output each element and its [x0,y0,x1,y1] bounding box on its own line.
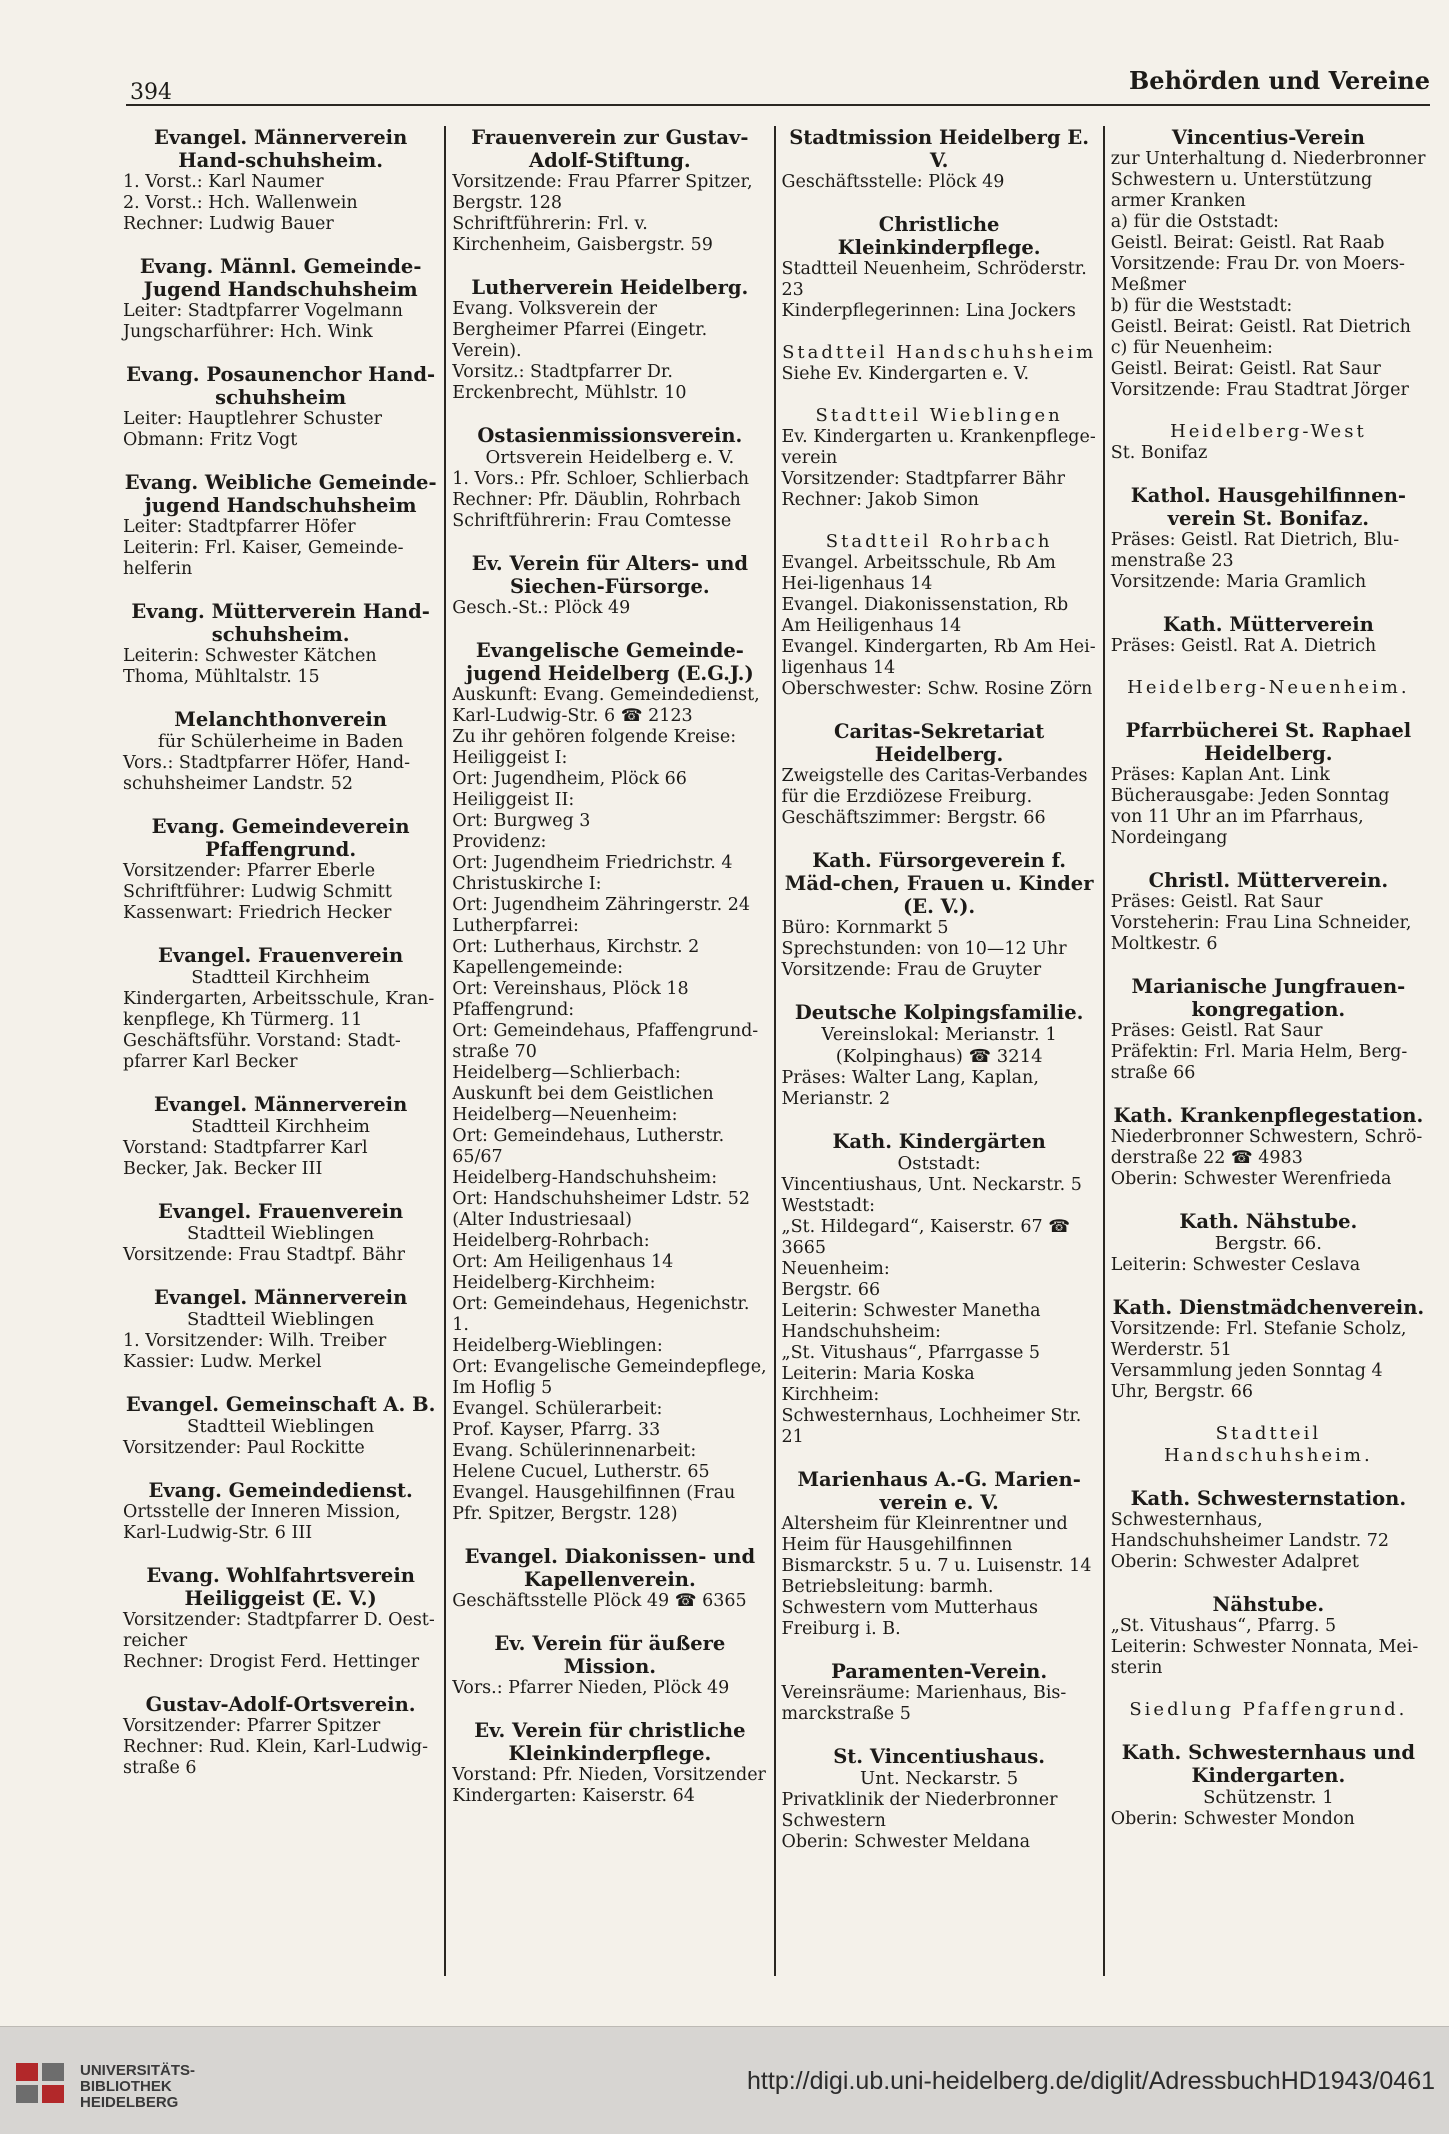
entry-line: Kindergarten, Arbeitsschule, Kran-kenpflege, Kh Türmerg. 11 [123,989,435,1030]
entry-line: Vorsitzender: Pfarrer Spitzer [123,1716,381,1736]
entry-title: Marianische Jungfrauen-kongregation. [1131,975,1406,1021]
entry-subtitle: Stadtteil Rohrbach [825,531,1053,552]
entry-line: Rechner: Drogist Ferd. Hettinger [123,1652,420,1672]
entry-title: Evang. Männl. Gemeinde-Jugend Handschuhsheim [139,255,422,301]
entry-title: Evangel. Männerverein Hand-schuhsheim. [153,126,408,172]
entry-line: Vincentiushaus, Unt. Neckarstr. 5 [781,1175,1082,1195]
entry-line: Obmann: Fritz Vogt [123,430,298,450]
directory-entry [1111,719,1426,849]
entry-line: Heidelberg—Neuenheim: [452,1105,678,1125]
entry-line: Vereinsräume: Marienhaus, Bis-marckstraße 5 [781,1683,1067,1724]
entry-line: Vors.: Pfarrer Nieden, Plöck 49 [452,1678,730,1698]
running-head: Behörden und Vereine [1129,66,1430,95]
library-name-line: UNIVERSITÄTS- [80,2062,196,2079]
directory-entry [123,1093,438,1180]
entry-line: zur Unterhaltung d. Niederbronner Schwestern u. Unterstützung armer Kranken [1110,149,1426,211]
entry-subtitle: Bergstr. 66. [1214,1233,1322,1254]
directory-entry [123,600,438,688]
entry-line: Lutherpfarrei: [452,916,579,936]
entry-line: St. Bonifaz [1110,443,1208,463]
entry-line: Vorsteherin: Frau Lina Schneider, Moltkestr. 6 [1110,913,1412,954]
entry-line: Evangel. Schülerarbeit: [452,1399,663,1419]
directory-entry [1111,126,1426,401]
directory-entry [782,1745,1097,1853]
entry-line: Präses: Geistl. Rat Saur [1110,1021,1323,1041]
entry-line: Vorsitzender: Paul Rockitte [123,1438,365,1458]
entry-line: Bergstr. 66 [781,1280,881,1300]
directory-entry [1111,869,1426,955]
entry-title: Kath. Fürsorgeverein f. Mäd-chen, Frauen u. Kinder (E. V.). [784,849,1094,918]
entry-line: Leiter: Stadtpfarrer Vogelmann [123,301,403,321]
entry-title: Evang. Mütterverein Hand-schuhsheim. [131,600,430,646]
entry-line: Geistl. Beirat: Geistl. Rat Saur [1110,359,1381,379]
entry-title: Kath. Nähstube. [1179,1210,1358,1233]
entry-subtitle: Stadtteil Wieblingen [815,405,1063,426]
entry-line: Pfaffengrund: [452,1000,575,1020]
entry-line: Evangel. Diakonissenstation, Rb Am Heiligenhaus 14 [781,595,1069,636]
directory-entry [452,1632,767,1699]
entry-line: Geschäftszimmer: Bergstr. 66 [781,808,1046,828]
directory-entry [123,126,438,235]
entry-subtitle: für Schülerheime in Baden [157,731,404,752]
directory-entry [1111,1423,1426,1467]
column-2 [444,126,773,1976]
entry-line: Ort: Lutherhaus, Kirchstr. 2 [452,937,700,957]
entry-line: Büro: Kornmarkt 5 [781,918,949,938]
directory-entry [1111,677,1426,699]
university-seal-icon [14,2059,66,2107]
directory-entry [782,213,1097,322]
entry-line: Prof. Kayser, Pfarrg. 33 [452,1420,661,1440]
entry-line: Bücherausgabe: Jeden Sonntag von 11 Uhr an im Pfarrhaus, Nordeingang [1110,786,1390,848]
directory-entry [1111,1210,1426,1276]
entry-line: Ort: Gemeindehaus, Pfaffengrund-straße 70 [452,1021,759,1062]
entry-title: Kath. Schwesternstation. [1130,1487,1407,1510]
entry-line: Handschuhsheim: [781,1322,941,1342]
entry-title: Kath. Dienstmädchenverein. [1112,1296,1425,1319]
entry-line: Präses: Geistl. Rat Saur [1110,892,1323,912]
entry-line: Providenz: [452,832,547,852]
entry-line: Vorsitzende: Frau Dr. von Moers-Meßmer [1110,254,1405,295]
entry-line: Siehe Ev. Kindergarten e. V. [781,364,1030,384]
entry-line: Kassier: Ludw. Merkel [123,1352,322,1372]
entry-line: Betriebsleitung: barmh. Schwestern vom Mutterhaus Freiburg i. B. [781,1577,1038,1639]
entry-line: Leiter: Stadtpfarrer Höfer [123,517,356,537]
entry-title: Paramenten-Verein. [831,1660,1048,1683]
entry-line: Ort: Jugendheim, Plöck 66 [452,769,687,789]
library-name-line: BIBLIOTHEK [80,2078,172,2095]
entry-line: Vorsitzende: Frau de Gruyter [781,960,1042,980]
entry-line: Schriftführerin: Frau Comtesse [452,511,732,531]
entry-line: Neuenheim: [781,1259,890,1279]
entry-line: 1. Vorsitzender: Wilh. Treiber [123,1331,387,1351]
entry-subtitle: Heidelberg-Neuenheim. [1127,677,1410,698]
entry-line: Bismarckstr. 5 u. 7 u. Luisenstr. 14 [781,1556,1092,1576]
entry-line: 2. Vorst.: Hch. Wallenwein [123,193,358,213]
directory-entry [782,126,1097,193]
entry-line: Vorsitzende: Frl. Stefanie Scholz, Werderstr. 51 [1110,1319,1407,1360]
directory-entry [452,1719,767,1807]
entry-line: Altersheim für Kleinrentner und Heim für Hausgehilfinnen [781,1514,1068,1555]
entry-line: Ort: Jugendheim Friedrichstr. 4 [452,853,733,873]
entry-title: Nähstube. [1212,1593,1325,1616]
directory-entry [782,1001,1097,1110]
entry-line: „St. Vitushaus“, Pfarrg. 5 [1110,1616,1337,1636]
entry-line: Heidelberg—Schlierbach: [452,1063,681,1083]
entry-line: Ort: Vereinshaus, Plöck 18 [452,979,689,999]
entry-line: Auskunft: Evang. Gemeindedienst, Karl-Ludwig-Str. 6 ☎ 2123 [452,685,760,726]
entry-line: Oberin: Schwester Meldana [781,1832,1031,1852]
entry-line: Vorsitzender: Pfarrer Eberle [123,861,376,881]
entry-title: Ev. Verein für Alters- und Siechen-Fürsorge. [471,552,749,598]
source-url-link[interactable]: http://digi.ub.uni-heidelberg.de/diglit/AdressbuchHD1943/0461 [747,2067,1435,2095]
entry-line: Rechner: Ludwig Bauer [123,214,334,234]
entry-title: Evang. Gemeindeverein Pfaffengrund. [151,815,410,861]
entry-line: Evangel. Arbeitsschule, Rb Am Hei-ligenhaus 14 [781,553,1056,594]
entry-subtitle: Vereinslokal: Merianstr. 1 (Kolpinghaus) ☎ 3214 [821,1024,1057,1067]
entry-line: „St. Vitushaus“, Pfarrgasse 5 [781,1343,1041,1363]
entry-line: Schriftführer: Ludwig Schmitt [123,882,392,902]
column-4 [1103,126,1432,1976]
directory-entry [452,276,767,404]
directory-entry [452,552,767,619]
entry-line: Helene Cucuel, Lutherstr. 65 [452,1462,710,1482]
entry-title: Frauenverein zur Gustav-Adolf-Stiftung. [471,126,749,172]
library-name [80,2063,220,2111]
entry-title: Kath. Krankenpflegestation. [1113,1104,1424,1127]
entry-title: Evang. Wohlfahrtsverein Heiliggeist (E. V.) [146,1564,415,1610]
entry-line: Vorstand: Stadtpfarrer Karl Becker, Jak. Becker III [123,1138,368,1179]
directory-entry [123,363,438,451]
entry-line: Kassenwart: Friedrich Hecker [123,903,392,923]
entry-title: Caritas-Sekretariat Heidelberg. [834,720,1045,766]
entry-title: Melanchthonverein [174,708,387,731]
directory-entry [1111,613,1426,657]
directory-entry [782,1660,1097,1725]
entry-line: b) für die Weststadt: [1110,296,1293,316]
directory-entry [1111,1593,1426,1679]
entry-line: Leiter: Hauptlehrer Schuster [123,409,382,429]
entry-title: Marienhaus A.-G. Marien-verein e. V. [797,1468,1081,1514]
entry-line: Kirchheim: [781,1385,880,1405]
entry-line: Ort: Gemeindehaus, Lutherstr. 65/67 [452,1126,725,1167]
entry-line: Präses: Geistl. Rat Dietrich, Blu-menstraße 23 [1110,530,1400,571]
entry-line: Rechner: Jakob Simon [781,490,979,510]
entry-subtitle: Siedlung Pfaffengrund. [1129,1699,1408,1720]
entry-title: Kath. Schwesternhaus und Kindergarten. [1121,1741,1415,1787]
entry-line: Geistl. Beirat: Geistl. Rat Raab [1110,233,1385,253]
entry-line: Präfektin: Frl. Maria Helm, Berg-straße 66 [1110,1042,1408,1083]
directory-entry [123,1693,438,1779]
entry-subtitle: Stadtteil Wieblingen [187,1309,375,1330]
entry-line: Leiterin: Schwester Kätchen Thoma, Mühltalstr. 15 [123,646,377,687]
entry-subtitle: Schützenstr. 1 [1203,1787,1334,1808]
entry-line: Ort: Burgweg 3 [452,811,591,831]
entry-title: Christl. Mütterverein. [1148,869,1389,892]
entry-line: Leiterin: Schwester Ceslava [1110,1255,1361,1275]
directory-entry [123,1479,438,1544]
entry-line: Ortsstelle der Inneren Mission, Karl-Ludwig-Str. 6 III [123,1502,401,1543]
entry-line: Rechner: Rud. Klein, Karl-Ludwig-straße 6 [123,1737,429,1778]
directory-entry [123,471,438,580]
directory-entry [782,1130,1097,1448]
entry-line: Evangel. Hausgehilfinnen (Frau Pfr. Spitzer, Bergstr. 128) [452,1483,736,1524]
directory-entry [782,1468,1097,1640]
entry-line: Jungscharführer: Hch. Wink [123,322,373,342]
directory-entry [123,1393,438,1459]
entry-subtitle: Stadtteil Wieblingen [187,1223,375,1244]
entry-line: Kinderpflegerinnen: Lina Jockers [781,301,1076,321]
directory-entry [782,405,1097,511]
entry-line: Stadtteil Neuenheim, Schröderstr. 23 [781,259,1087,300]
entry-line: Geschäftsführ. Vorstand: Stadt-pfarrer Karl Becker [123,1031,401,1072]
entry-line: Niederbronner Schwestern, Schrö-derstraße 22 ☎ 4983 [1110,1127,1423,1168]
entry-line: Versammlung jeden Sonntag 4 Uhr, Bergstr. 66 [1110,1361,1383,1402]
entry-line: Leiterin: Maria Koska [781,1364,975,1384]
entry-line: 1. Vors.: Pfr. Schloer, Schlierbach [452,469,750,489]
entry-line: Ort: Gemeindehaus, Hegenichstr. 1. [452,1294,750,1335]
directory-entry [452,639,767,1525]
directory-entry [452,1545,767,1612]
page-header [126,62,1430,106]
entry-line: Leiterin: Frl. Kaiser, Gemeinde-helferin [123,538,404,579]
entry-line: Privatklinik der Niederbronner Schwestern [781,1790,1058,1831]
directory-entry [782,531,1097,700]
entry-line: Ort: Evangelische Gemeindepflege, Im Hoflig 5 [452,1357,767,1398]
footer-bar [0,2026,1449,2134]
entry-line: Vorsitz.: Stadtpfarrer Dr. Erckenbrecht, Mühlstr. 10 [452,362,687,403]
directory-entry [782,720,1097,829]
entry-line: Vorsitzender: Stadtpfarrer Bähr [781,469,1066,489]
entry-line: Schwesternhaus, Lochheimer Str. 21 [781,1406,1082,1447]
directory-entry [782,849,1097,981]
entry-title: Lutherverein Heidelberg. [471,276,749,299]
entry-line: Oberin: Schwester Werenfrieda [1110,1169,1392,1189]
directory-entry [123,255,438,343]
entry-title: Ev. Verein für christliche Kleinkinderpflege. [474,1719,746,1765]
directory-entry [1111,1104,1426,1190]
entry-line: Heidelberg-Handschuhsheim: [452,1168,718,1188]
entry-line: 1. Vorst.: Karl Naumer [123,172,324,192]
entry-line: Heiliggeist II: [452,790,575,810]
entry-line: Zu ihr gehören folgende Kreise: [452,727,737,747]
entry-line: Geistl. Beirat: Geistl. Rat Dietrich [1110,317,1411,337]
entry-line: Geschäftsstelle: Plöck 49 [781,172,1005,192]
entry-line: Oberin: Schwester Mondon [1110,1809,1355,1829]
entry-title: Evangel. Diakonissen- und Kapellenverein. [464,1545,756,1591]
entry-title: Evangel. Frauenverein [158,1200,404,1223]
entry-line: Heiliggeist I: [452,748,568,768]
entry-line: Vorsitzende: Frau Stadtpf. Bähr [123,1245,405,1265]
entry-line: a) für die Oststadt: [1110,212,1279,232]
directory-entry [123,1286,438,1373]
entry-title: Kath. Mütterverein [1162,613,1374,636]
entry-title: Evang. Weibliche Gemeinde-jugend Handschuhsheim [124,471,437,517]
entry-line: Weststadt: [781,1196,876,1216]
entry-line: Evang. Schülerinnenarbeit: [452,1441,697,1461]
entry-line: Vorsitzende: Frau Pfarrer Spitzer, Bergstr. 128 [452,172,753,213]
entry-subtitle: Oststadt: [897,1153,981,1174]
directory-entry [123,1564,438,1673]
directory-entry [1111,1741,1426,1830]
entry-title: Kathol. Hausgehilfinnen-verein St. Bonifaz. [1130,484,1406,530]
entry-line: Präses: Geistl. Rat A. Dietrich [1110,636,1377,656]
directory-columns [117,126,1432,1976]
entry-title: Gustav-Adolf-Ortsverein. [145,1693,416,1716]
entry-subtitle: Ortsverein Heidelberg e. V. [485,447,735,468]
entry-line: Kapellengemeinde: [452,958,623,978]
entry-subtitle: Unt. Neckarstr. 5 [860,1768,1019,1789]
entry-line: Heidelberg-Rohrbach: [452,1231,650,1251]
entry-line: Leiterin: Schwester Nonnata, Mei-sterin [1110,1637,1419,1678]
entry-line: Heidelberg-Kirchheim: [452,1273,656,1293]
entry-line: Oberschwester: Schw. Rosine Zörn [781,679,1093,699]
entry-line: Vorsitzende: Frau Stadtrat Jörger [1110,380,1409,400]
entry-line: Ev. Kindergarten u. Krankenpflege-verein [781,427,1096,468]
directory-entry [1111,421,1426,464]
entry-title: Evangelische Gemeinde-jugend Heidelberg (E.G.J.) [466,639,754,685]
entry-line: Vors.: Stadtpfarrer Höfer, Hand-schuhsheimer Landstr. 52 [123,753,411,794]
directory-entry [1111,1699,1426,1721]
directory-entry [782,342,1097,385]
entry-title: Evangel. Männerverein [153,1093,408,1116]
entry-title: Evang. Posaunenchor Hand-schuhsheim [126,363,436,409]
directory-entry [1111,975,1426,1084]
entry-line: Evang. Volksverein der Bergheimer Pfarrei (Eingetr. Verein). [452,299,708,361]
entry-line: Präses: Walter Lang, Kaplan, Merianstr. 2 [781,1068,1039,1109]
directory-entry [1111,484,1426,593]
entry-line: Zweigstelle des Caritas-Verbandes für die Erzdiözese Freiburg. [781,766,1088,807]
entry-line: Ort: Handschuhsheimer Ldstr. 52 (Alter Industriesaal) [452,1189,750,1230]
entry-subtitle: Stadtteil Handschuhsheim [782,342,1097,363]
entry-title: Evangel. Gemeinschaft A. B. [125,1393,436,1416]
directory-entry [452,126,767,256]
entry-subtitle: Heidelberg-West [1170,421,1367,442]
entry-line: Schwesternhaus, Handschuhsheimer Landstr. 72 [1110,1510,1389,1551]
directory-entry [1111,1296,1426,1403]
directory-entry [123,708,438,795]
entry-line: Rechner: Pfr. Däublin, Rohrbach [452,490,741,510]
entry-title: St. Vincentiushaus. [833,1745,1046,1768]
entry-line: Schriftführerin: Frl. v. Kirchenheim, Gaisbergstr. 59 [452,214,713,255]
entry-line: Vorstand: Pfr. Nieden, Vorsitzender [452,1765,766,1785]
entry-line: Kindergarten: Kaiserstr. 64 [452,1786,695,1806]
entry-line: Vorsitzende: Maria Gramlich [1110,572,1367,592]
entry-line: c) für Neuenheim: [1110,338,1273,358]
directory-entry [452,424,767,532]
entry-line: Vorsitzender: Stadtpfarrer D. Oest-reicher [123,1610,435,1651]
entry-title: Deutsche Kolpingsfamilie. [794,1001,1084,1024]
entry-line: Gesch.-St.: Plöck 49 [452,598,631,618]
entry-title: Ev. Verein für äußere Mission. [494,1632,726,1678]
entry-subtitle: Stadtteil Kirchheim [191,967,370,988]
entry-line: Sprechstunden: von 10—12 Uhr [781,939,1067,959]
entry-line: Geschäftsstelle Plöck 49 ☎ 6365 [452,1591,747,1611]
column-3 [774,126,1103,1976]
entry-title: Ostasienmissionsverein. [477,424,743,447]
column-1 [117,126,444,1976]
entry-line: Heidelberg-Wieblingen: [452,1336,663,1356]
entry-title: Evangel. Männerverein [153,1286,408,1309]
entry-line: Ort: Jugendheim Zähringerstr. 24 [452,895,751,915]
entry-title: Stadtmission Heidelberg E. V. [789,126,1090,172]
entry-subtitle: Stadtteil Wieblingen [187,1416,375,1437]
entry-title: Evang. Gemeindedienst. [148,1479,413,1502]
directory-entry [123,815,438,924]
directory-entry [123,944,438,1073]
entry-line: Präses: Kaplan Ant. Link [1110,765,1330,785]
directory-entry [1111,1487,1426,1573]
entry-line: „St. Hildegard“, Kaiserstr. 67 ☎ 3665 [781,1217,1071,1258]
entry-subtitle: Stadtteil Kirchheim [191,1116,370,1137]
entry-title: Pfarrbücherei St. Raphael Heidelberg. [1125,719,1412,765]
entry-line: Evangel. Kindergarten, Rb Am Hei-ligenhaus 14 [781,637,1096,678]
entry-line: Ort: Am Heiligenhaus 14 [452,1252,674,1272]
entry-line: Oberin: Schwester Adalpret [1110,1552,1359,1572]
entry-line: Christuskirche I: [452,874,602,894]
entry-line: Auskunft bei dem Geistlichen [452,1084,714,1104]
entry-subtitle: Stadtteil Handschuhsheim. [1164,1423,1373,1466]
directory-entry [123,1200,438,1266]
library-name-line: HEIDELBERG [80,2094,179,2111]
entry-title: Kath. Kindergärten [832,1130,1046,1153]
entry-title: Evangel. Frauenverein [158,944,404,967]
entry-title: Vincentius-Verein [1171,126,1365,149]
page-number: 394 [130,80,172,105]
entry-line: Leiterin: Schwester Manetha [781,1301,1041,1321]
entry-title: Christliche Kleinkinderpflege. [837,213,1041,259]
